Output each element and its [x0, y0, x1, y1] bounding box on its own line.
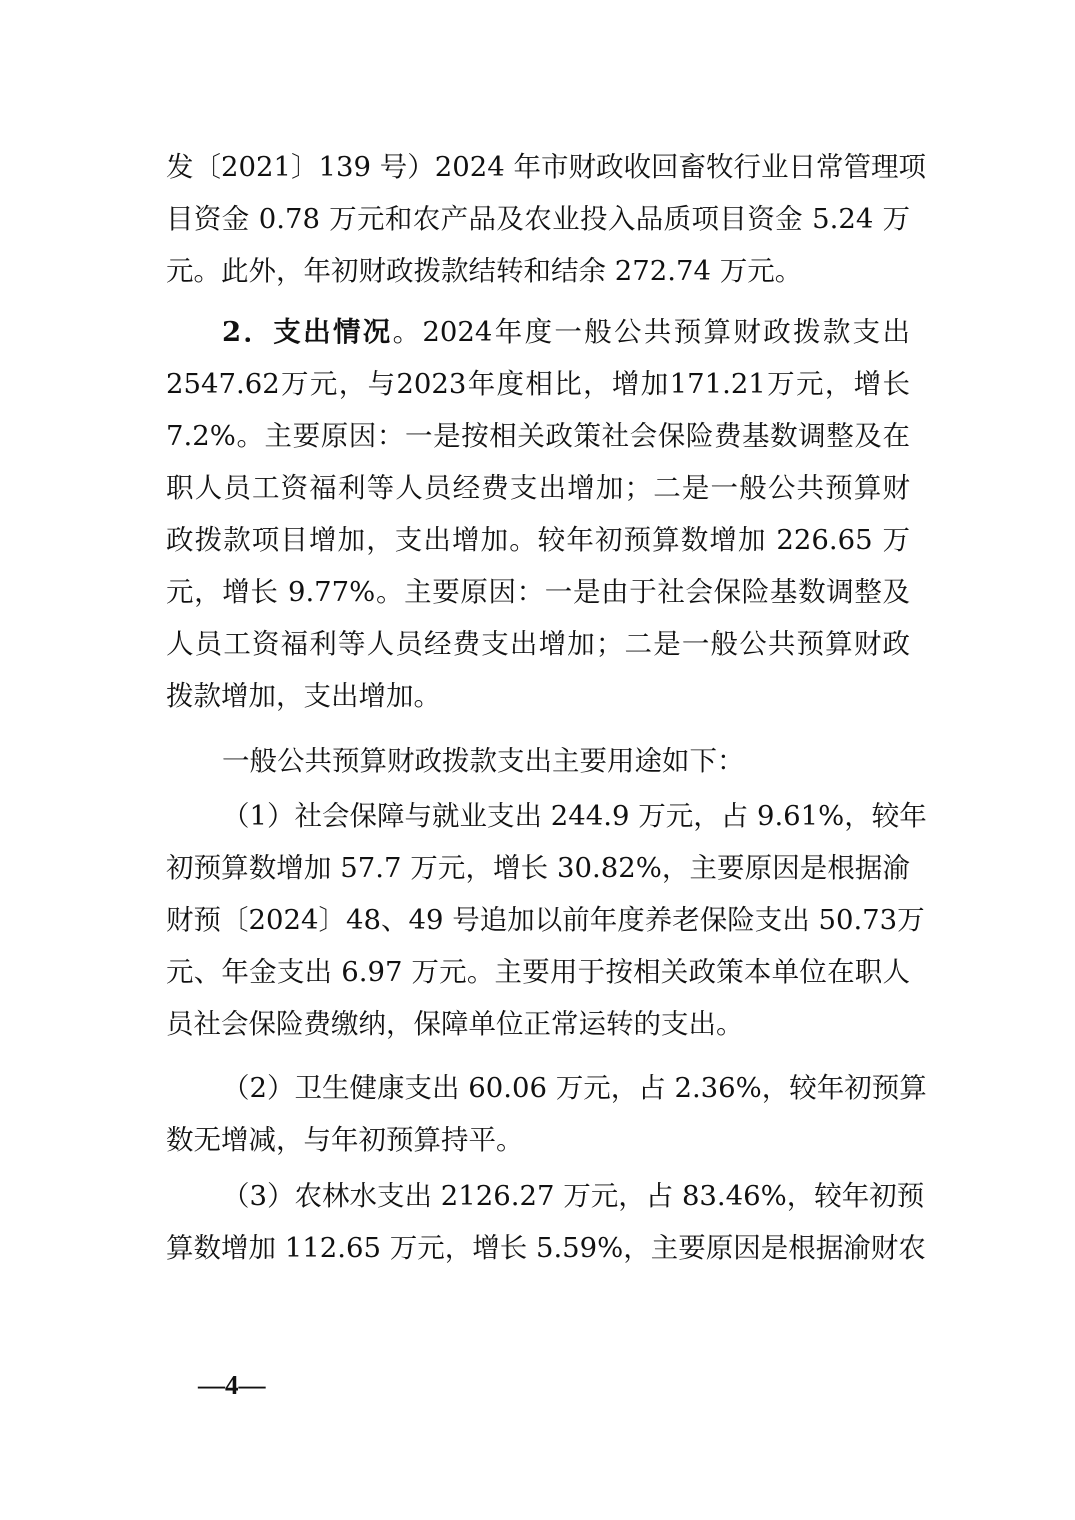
text-line: 财预〔2024〕48、49 号追加以前年度养老保险支出 50.73万 — [166, 904, 925, 936]
text-span: 。2024年度一般公共预算财政拨款支出 — [392, 316, 911, 348]
paragraph-agriculture — [166, 1170, 926, 1274]
text-line: 职人员工资福利等人员经费支出增加；二是一般公共预算财 — [166, 472, 910, 504]
text-line: 人员工资福利等人员经费支出增加；二是一般公共预算财政 — [166, 628, 910, 660]
paragraph-health — [166, 1062, 927, 1166]
text-line: 元。此外，年初财政拨款结转和结余 272.74 万元。 — [166, 255, 803, 287]
text-line: 2547.62万元，与2023年度相比，增加171.21万元，增长 — [166, 368, 910, 400]
paragraph-usage-intro — [166, 735, 910, 787]
text-line: 目资金 0.78 万元和农产品及农业投入品质项目资金 5.24 万 — [166, 203, 910, 235]
text-line: （1）社会保障与就业支出 244.9 万元，占 9.61%，较年 — [222, 800, 927, 832]
page-number: —4— — [198, 1370, 266, 1400]
text-line: （3）农林水支出 2126.27 万元，占 83.46%，较年初预 — [222, 1180, 925, 1212]
text-line: 政拨款项目增加，支出增加。较年初预算数增加 226.65 万 — [166, 524, 910, 556]
paragraph-revenue-continuation — [166, 141, 926, 297]
text-line: 拨款增加，支出增加。 — [166, 680, 441, 712]
paragraph-expenditure — [166, 306, 910, 722]
text-line: 一般公共预算财政拨款支出主要用途如下： — [222, 745, 745, 777]
text-line — [166, 306, 910, 358]
section-heading: 2．支出情况 — [222, 316, 393, 348]
text-line: 发〔2021〕139 号）2024 年市财政收回畜牧行业日常管理项 — [166, 151, 926, 183]
text-line: 元、年金支出 6.97 万元。主要用于按相关政策本单位在职人 — [166, 956, 910, 988]
text-line: 元，增长 9.77%。主要原因：一是由于社会保险基数调整及 — [166, 576, 910, 608]
text-line: 算数增加 112.65 万元，增长 5.59%，主要原因是根据渝财农 — [166, 1232, 926, 1264]
paragraph-social-security — [166, 790, 927, 1050]
text-line: 7.2%。主要原因：一是按相关政策社会保险费基数调整及在 — [166, 420, 910, 452]
text-line: 员社会保险费缴纳，保障单位正常运转的支出。 — [166, 1008, 744, 1040]
text-line: 数无增减，与年初预算持平。 — [166, 1124, 524, 1156]
text-line: （2）卫生健康支出 60.06 万元，占 2.36%，较年初预算 — [222, 1072, 927, 1104]
text-line: 初预算数增加 57.7 万元，增长 30.82%，主要原因是根据渝 — [166, 852, 910, 884]
